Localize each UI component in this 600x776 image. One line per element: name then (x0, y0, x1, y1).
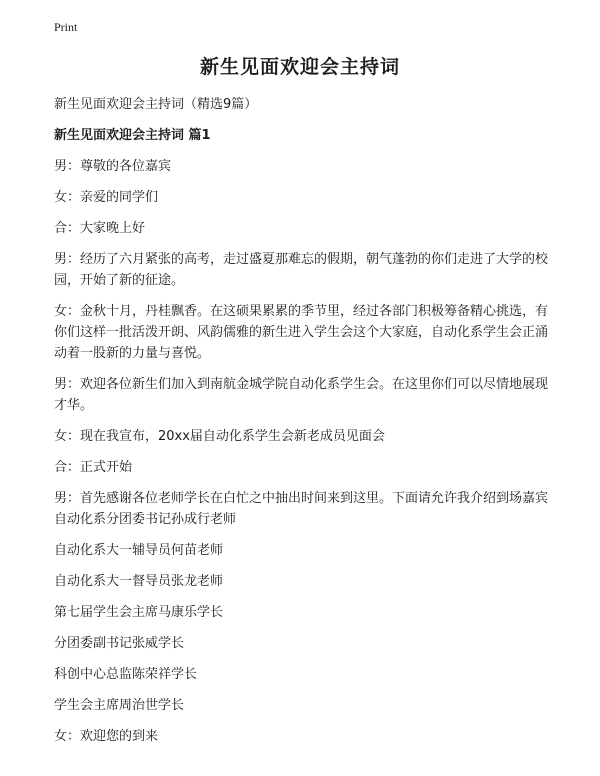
paragraph-4: 男：经历了六月紧张的高考，走过盛夏那难忘的假期，朝气蓬勃的你们走进了大学的校园，开始了新的征途。 (54, 252, 549, 288)
paragraph-15: 学生会主席周治世学长 (54, 698, 185, 713)
paragraph-1: 男：尊敬的各位嘉宾 (54, 159, 172, 174)
paragraph-13: 分团委副书记张威学长 (54, 636, 185, 651)
paragraph-6: 男：欢迎各位新生们加入到南航金城学院自动化系学生会。在这里你们可以尽情地展现才华。 (54, 377, 549, 413)
paragraph-9: 男：首先感谢各位老师学长在白忙之中抽出时间来到这里。下面请允许我介绍到场嘉宾自动化系分团委书记孙成行老师 (54, 491, 549, 527)
paragraph-2: 女：亲爱的同学们 (54, 190, 159, 205)
paragraph-11: 自动化系大一督导员张龙老师 (54, 574, 224, 589)
paragraph-7: 女：现在我宣布，20xx届自动化系学生会新老成员见面会 (54, 429, 385, 444)
document-title: 新生见面欢迎会主持词 (199, 56, 400, 78)
paragraph-3: 合：大家晚上好 (54, 221, 146, 236)
paragraph-12: 第七届学生会主席马康乐学长 (54, 605, 224, 620)
paragraph-5: 女：金秋十月，丹桂飘香。在这硕果累累的季节里，经过各部门积极筹备精心挑选，有你们这样一批活泼开朗、风韵儒雅的新生进入学生会这个大家庭，自动化系学生会正涌动着一股新的力量与喜悦。 (54, 304, 549, 361)
paragraph-16: 女：欢迎您的到来 (54, 729, 159, 744)
document-subtitle: 新生见面欢迎会主持词（精选9篇） (54, 97, 258, 112)
document-body (54, 94, 554, 757)
paragraph-10: 自动化系大一辅导员何苗老师 (54, 543, 224, 558)
paragraph-8: 合：正式开始 (54, 460, 133, 475)
paragraph-14: 科创中心总监陈荣祥学长 (54, 667, 198, 682)
print-label: Print (54, 20, 78, 34)
section-heading: 新生见面欢迎会主持词 篇1 (54, 128, 211, 143)
